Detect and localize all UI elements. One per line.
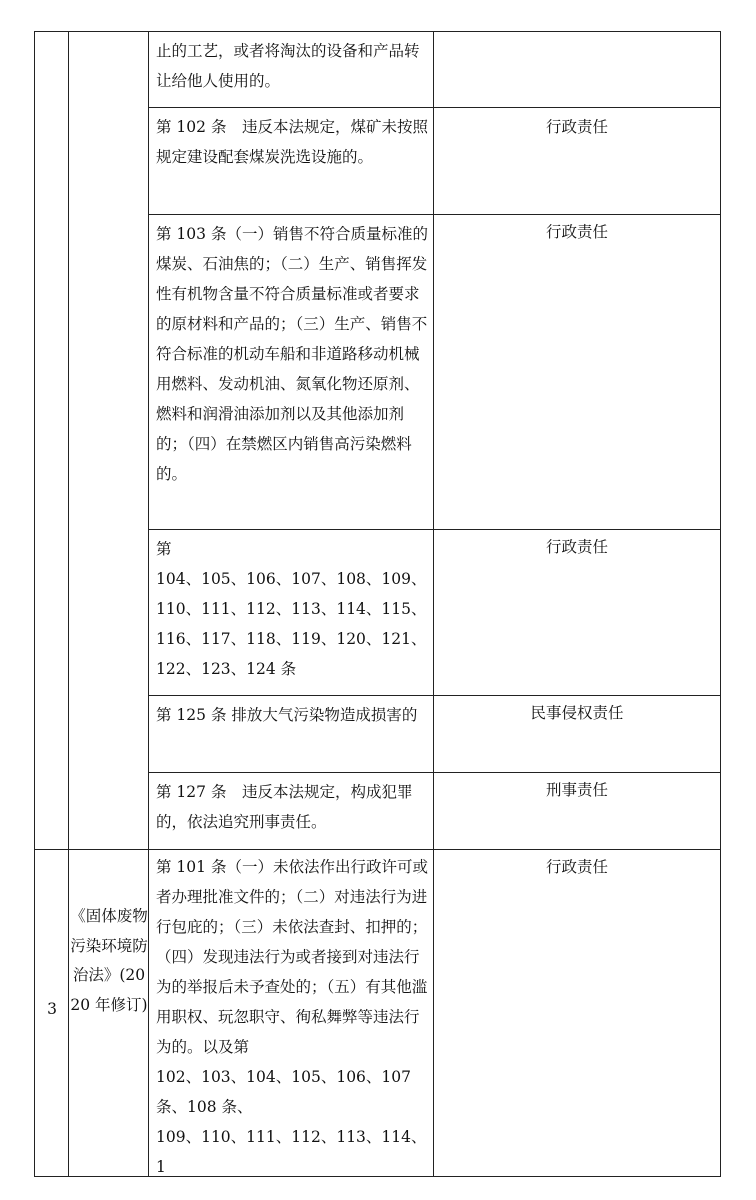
table-left-border [34, 31, 35, 1177]
row-number: 3 [47, 1000, 57, 1018]
law-name-cell: 《固体废物污染环境防治法》(2020 年修订) [70, 907, 148, 1014]
responsibility-cell: 刑事责任 [545, 781, 608, 799]
responsibility-cell: 行政责任 [545, 223, 608, 241]
row-divider [148, 529, 721, 530]
column-divider [68, 31, 69, 1177]
article-cell: 第 104、105、106、107、108、109、110、111、112、113、114、115、116、117、118、119、120、121、122、123、124 条 [156, 540, 427, 678]
row-divider [148, 772, 721, 773]
responsibility-cell: 行政责任 [545, 858, 608, 876]
article-cell: 第 125 条 排放大气污染物造成损害的 [156, 706, 418, 724]
column-divider [433, 31, 434, 1177]
article-cell: 第 101 条（一）未依法作出行政许可或者办理批准文件的；（二）对违法行为进行包庇的；（三）未依法查封、扣押的；（四）发现违法行为或者接到对违法行为的举报后未予查处的；（五）有其他滥用职权、玩忽职守、徇私舞弊等违法行为的。以及第 102、103、104、105、106、107 条、108 条、 109、110、111、112、113、114、1 [156, 858, 428, 1176]
article-cell: 第 103 条（一）销售不符合质量标准的煤炭、石油焦的；（二）生产、销售挥发性有机物含量不符合质量标准或者要求的原材料和产品的；（三）生产、销售不符合标准的机动车船和非道路移动机械用燃料、发动机油、氮氧化物还原剂、燃料和润滑油添加剂以及其他添加剂的；（四）在禁燃区内销售高污染燃料的。 [156, 225, 428, 483]
row-divider [148, 107, 721, 108]
responsibility-cell: 民事侵权责任 [530, 704, 624, 722]
column-divider [148, 31, 149, 1177]
responsibility-cell: 行政责任 [545, 118, 608, 136]
row-divider [148, 695, 721, 696]
row-divider [148, 214, 721, 215]
article-cell: 止的工艺，或者将淘汰的设备和产品转让给他人使用的。 [156, 42, 420, 90]
section-divider [34, 849, 721, 850]
table-top-border [34, 31, 721, 32]
article-cell: 第 127 条 违反本法规定，构成犯罪的，依法追究刑事责任。 [156, 783, 413, 831]
table-right-border [720, 31, 721, 1177]
responsibility-cell: 行政责任 [545, 538, 608, 556]
article-cell: 第 102 条 违反本法规定，煤矿未按照规定建设配套煤炭洗选设施的。 [156, 118, 428, 166]
